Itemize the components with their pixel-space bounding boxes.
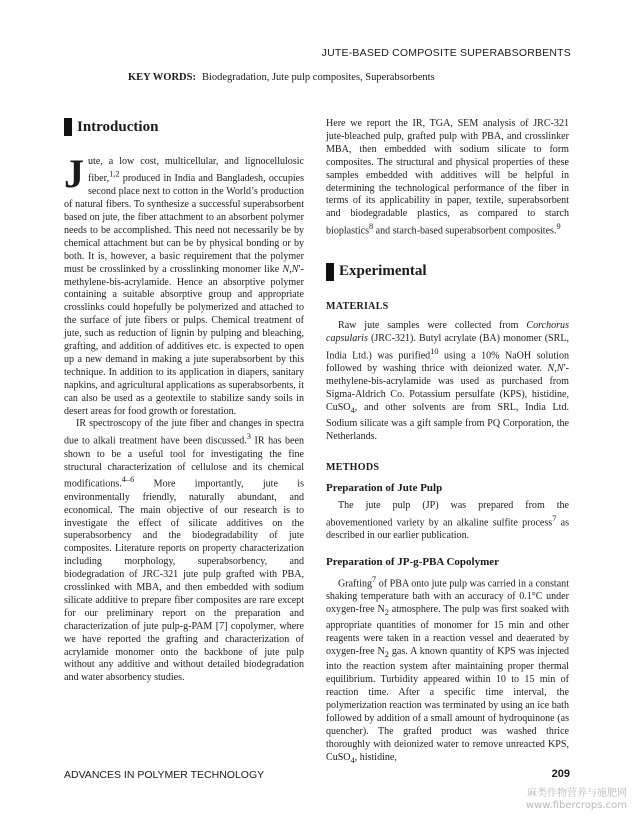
intro-paragraph-1	[64, 151, 304, 418]
materials-heading: MATERIALS	[326, 300, 389, 312]
footer-journal-title: ADVANCES IN POLYMER TECHNOLOGY	[64, 769, 265, 781]
section-bar-icon	[326, 263, 334, 281]
keywords-text: Biodegradation, Jute pulp composites, Superabsorbents	[201, 72, 435, 83]
keywords-label: KEY WORDS:	[128, 72, 196, 83]
experimental-title: Experimental	[339, 263, 427, 280]
prep-pulp-paragraph: The jute pulp (JP) was prepared from the abovementioned variety by an alkaline sulfite process$^7$ as described in our earlier publication.	[326, 499, 569, 541]
prep-copolymer-heading: Preparation of JP-g-PBA Copolymer	[326, 555, 500, 568]
dropcap: J	[64, 151, 84, 196]
intro-paragraph-1-text: ute, a low cost, multicellular, and lignocellulosic fiber,$^{1,2}$ produced in India and Bangladesh, occupies second place next to cotton in the World’s production of natural fibers. To synthesize a successful superabsorbent based on jute, the fiber attachment to an absorbent polymer needs to be accomplished. This need not necessarily be by chemical attachment but can be by physical bonding or by both. It is, however, a basic requirement that the polymer must be crosslinked by a crosslinking monomer like N,N′-methylene-bis-acrylamide. Hence an absorptive polymer containing a suitable absorptive group and appropriate crosslinks could hopefully be polymerized and attached to the surface of jute fibers or pulps. Chemical treatment of jute, such as reduction of lignin by pulping and bleaching, grafting, and addition of additives etc. is expected to open up a new demand in making a jute superabsorbent by this technique. In addition to its application in diapers, sanitary napkins, and agricultural applications as superabsorbents, it can also be used as a geotextile to stabilize sandy soils in desert areas for food growth or forestation.	[64, 156, 304, 417]
introduction-heading	[64, 118, 304, 136]
watermark-line-2: www.fibercrops.com	[525, 800, 627, 811]
keywords-line	[128, 72, 435, 83]
left-column	[64, 118, 304, 685]
experimental-heading	[326, 263, 569, 281]
section-bar-icon	[64, 118, 72, 136]
intro-paragraph-2: IR spectroscopy of the jute fiber and changes in spectra due to alkali treatment have been discussed.$^3$ IR has been shown to be a useful tool for investigating the fine structural characterization of cellulose and its chemical modifications.$^{4-6}$ More importantly, jute is environmentally friendly, naturally abundant, and economical. The main objective of our research is to investigate the effect of silicate additives on the superabsorbency and the biodegradability of jute composites. Literature reports on property characterization including morphology, superabsorbency, and biodegradation of JRC-321 jute pulp grafted with PBA, crosslinked with MBA, and then embedded with sodium silicate additive to prepare fiber composites are rare except for our preliminary report on the preparation and characterization of jute pulp-g-PAM [7] copolymer, where we have reported the grafting and characterization of acrylamide monomer onto the backbone of jute pulp without any additive and without detailed biodegradation and water absorbency studies.	[64, 418, 304, 684]
introduction-title: Introduction	[77, 118, 159, 135]
prep-pulp-heading: Preparation of Jute Pulp	[326, 481, 443, 494]
running-head: JUTE-BASED COMPOSITE SUPERABSORBENTS	[321, 47, 571, 59]
intro-paragraph-3: Here we report the IR, TGA, SEM analysis of JRC-321 jute-bleached pulp, grafted pulp with PBA, and crosslinker MBA, then embedded with sodium silicate to form composites. The structural and physical properties of these samples embedded with additives will be helpful in determining the technological performance of the fiber in terms of its applicability in paper, textile, superabsorbent and biodegradable plastics, as compared to starch bioplastics$^8$ and starch-based superabsorbent composites.$^9$	[326, 118, 569, 237]
watermark	[526, 788, 627, 812]
methods-heading: METHODS	[326, 461, 380, 473]
materials-paragraph: Raw jute samples were collected from Corchorus capsularis (JRC-321). Butyl acrylate (BA) monomer (SRL, India Ltd.) was purified$^{10}$ using a 10% NaOH solution followed by washing thrice with deionized water. N,N′-methylene-bis-acrylamide was used as purchased from Sigma-Aldrich Co. Potassium persulfate (KPS), histidine, CuSO$_4$, and other solvents are from SRL, India Ltd. Sodium silicate was a gift sample from PQ Corporation, the Netherlands.	[326, 320, 570, 442]
footer-page-number: 209	[551, 768, 570, 780]
prep-copolymer-paragraph: Grafting$^7$ of PBA onto jute pulp was carried in a constant shaking temperature bath with an accuracy of 0.1°C under oxygen-free $N_2$ atmosphere. The pulp was first soaked with appropriate quantities of monomer for 15 min and other reagents were taken in a reaction vessel and deaerated by oxygen-free $N_2$ gas. A known quantity of KPS was injected into the reaction system after maintaining proper thermal equilibrium. Turbidity appeared within 10 to 15 min of reaction time. After a specific time interval, the polymerization reaction was terminated by using an ice bath followed by addition of a small amount of hydroquinone (as quencher). The grafted product was washed thrice thoroughly with deionized water to remove unreacted KPS, CuSO$_4$, histidine,	[326, 574, 569, 765]
right-column	[326, 118, 569, 768]
watermark-line-1: 麻类作物营养与施肥网	[527, 788, 627, 799]
